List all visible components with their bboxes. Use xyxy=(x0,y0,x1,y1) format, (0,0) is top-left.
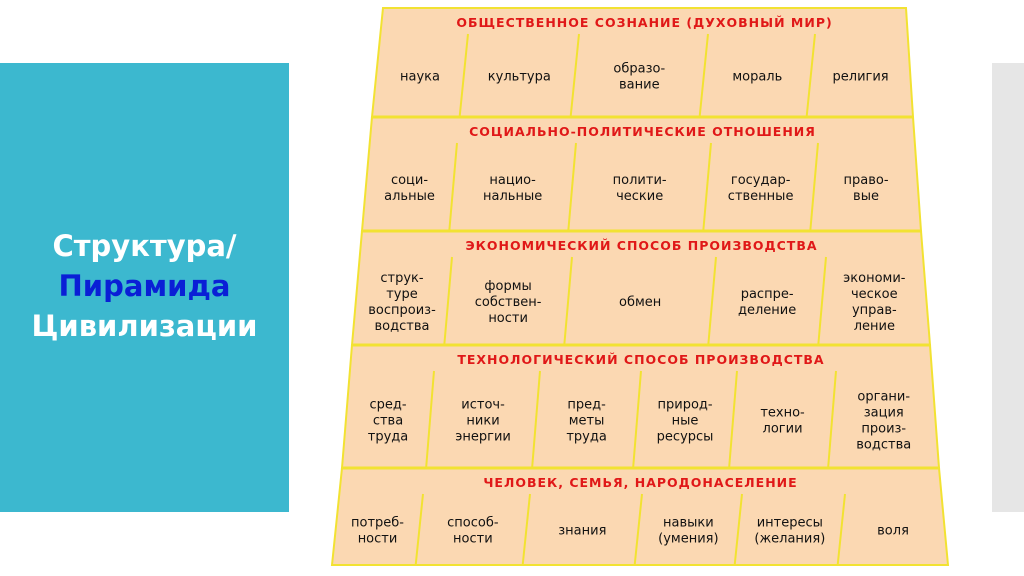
pyramid-cell xyxy=(488,70,551,85)
cell-text-line: образо- xyxy=(613,61,666,77)
cell-text-line: обмен xyxy=(618,295,662,310)
pyramid-level xyxy=(352,231,930,345)
pyramid-level xyxy=(332,468,948,565)
cell-text-line: органи- xyxy=(857,389,911,405)
cell-text-line: труда xyxy=(367,429,409,445)
cell-text-line: ства xyxy=(372,413,404,429)
cell-text-line: способ- xyxy=(447,515,499,531)
cell-text-line: формы xyxy=(484,279,532,294)
pyramid-level xyxy=(342,345,939,468)
cell-text-line: техно- xyxy=(760,405,805,421)
cell-text-line: полити- xyxy=(612,173,667,188)
cell-text-line: государ- xyxy=(730,173,791,188)
level-header: ЧЕЛОВЕК, СЕМЬЯ, НАРОДОНАСЕЛЕНИЕ xyxy=(483,475,798,490)
cell-text-line: произ- xyxy=(861,421,907,437)
cell-text-line: право- xyxy=(843,173,889,188)
cell-text-line: альные xyxy=(384,189,435,204)
cell-text-line: струк- xyxy=(380,271,424,286)
cell-text-line: логии xyxy=(762,421,803,437)
cell-text-line: ности xyxy=(357,531,398,547)
cell-text-line: ственные xyxy=(727,189,794,204)
cell-text-line: нацио- xyxy=(489,173,536,188)
cell-text-line: ники xyxy=(466,413,500,429)
cell-text-line: водства xyxy=(856,437,912,453)
pyramid-level xyxy=(362,117,921,231)
cell-text-line: распре- xyxy=(740,287,794,302)
cell-text-line: труда xyxy=(566,429,607,445)
pyramid-cell xyxy=(877,524,909,539)
cell-text-line: религия xyxy=(832,69,889,85)
pyramid-cell xyxy=(754,516,825,547)
pyramid-cell xyxy=(566,398,606,445)
level-header: СОЦИАЛЬНО-ПОЛИТИЧЕСКИЕ ОТНОШЕНИЯ xyxy=(469,124,816,139)
cell-text-line: управ- xyxy=(851,303,897,318)
title-line-civilization: Цивилизации xyxy=(31,309,258,343)
cell-text-line: интересы xyxy=(756,515,823,531)
pyramid-cell xyxy=(351,516,404,547)
cell-text-line: (умения) xyxy=(658,531,719,547)
pyramid-cell xyxy=(738,287,796,318)
cell-text-line: собствен- xyxy=(474,295,542,310)
cell-text-line: навыки xyxy=(662,515,714,531)
cell-text-line: природ- xyxy=(657,397,713,413)
pyramid-cell xyxy=(732,70,782,85)
cell-text-line: ности xyxy=(488,311,528,326)
pyramid-cell xyxy=(558,524,606,539)
pyramid-cell xyxy=(760,406,805,437)
pyramid-cell xyxy=(619,295,661,310)
pyramid-cell xyxy=(400,70,440,85)
cell-text-line: соци- xyxy=(390,173,429,188)
cell-text-line: пред- xyxy=(567,397,606,413)
pyramid-cell xyxy=(833,70,889,85)
pyramid-cell xyxy=(728,173,794,204)
cell-text-line: вые xyxy=(853,189,879,204)
cell-text-line: знания xyxy=(558,523,607,539)
pyramid-level xyxy=(372,8,913,117)
cell-text-line: наука xyxy=(400,69,440,85)
cell-text-line: воля xyxy=(877,523,909,539)
level-header: ТЕХНОЛОГИЧЕСКИЙ СПОСОБ ПРОИЗВОДСТВА xyxy=(457,352,825,367)
cell-text-line: ные xyxy=(671,413,699,429)
pyramid-cell xyxy=(483,173,542,204)
cell-text-line: туре xyxy=(386,287,418,302)
cell-text-line: деление xyxy=(738,303,797,318)
pyramid-cell xyxy=(658,516,718,547)
cell-text-line: ческое xyxy=(851,287,898,302)
pyramid-cell xyxy=(856,390,911,453)
pyramid-cell xyxy=(613,62,665,93)
cell-text-line: сред- xyxy=(369,397,407,413)
cell-text-line: меты xyxy=(568,413,605,429)
pyramid-cell xyxy=(368,398,408,445)
cell-text-line: экономи- xyxy=(843,271,906,286)
cell-text-line: культура xyxy=(487,69,551,85)
pyramid-cell xyxy=(447,516,499,547)
cell-text-line: потреб- xyxy=(351,515,404,531)
cell-text-line: ление xyxy=(853,319,895,334)
level-header: ОБЩЕСТВЕННОЕ СОЗНАНИЕ (ДУХОВНЫЙ МИР) xyxy=(456,15,833,30)
cell-text-line: зация xyxy=(863,405,904,421)
cell-text-line: источ- xyxy=(461,397,505,413)
cell-text-line: водства xyxy=(374,319,430,334)
cell-text-line: ресурсы xyxy=(656,429,714,445)
title-line-pyramid: Пирамида xyxy=(58,269,231,303)
title-line-structure: Структура/ xyxy=(52,229,237,263)
cell-text-line: вание xyxy=(619,77,660,93)
pyramid-cell xyxy=(384,173,435,204)
cell-text-line: ческие xyxy=(616,189,664,204)
pyramid-cell xyxy=(613,173,667,204)
cell-text-line: энергии xyxy=(455,429,511,445)
cell-text-line: воспроиз- xyxy=(368,303,436,318)
level-header: ЭКОНОМИЧЕСКИЙ СПОСОБ ПРОИЗВОДСТВА xyxy=(465,238,818,253)
cell-text-line: (желания) xyxy=(754,531,826,547)
cell-text-line: нальные xyxy=(483,189,543,204)
cell-text-line: мораль xyxy=(732,69,783,85)
cell-text-line: ности xyxy=(453,531,493,547)
